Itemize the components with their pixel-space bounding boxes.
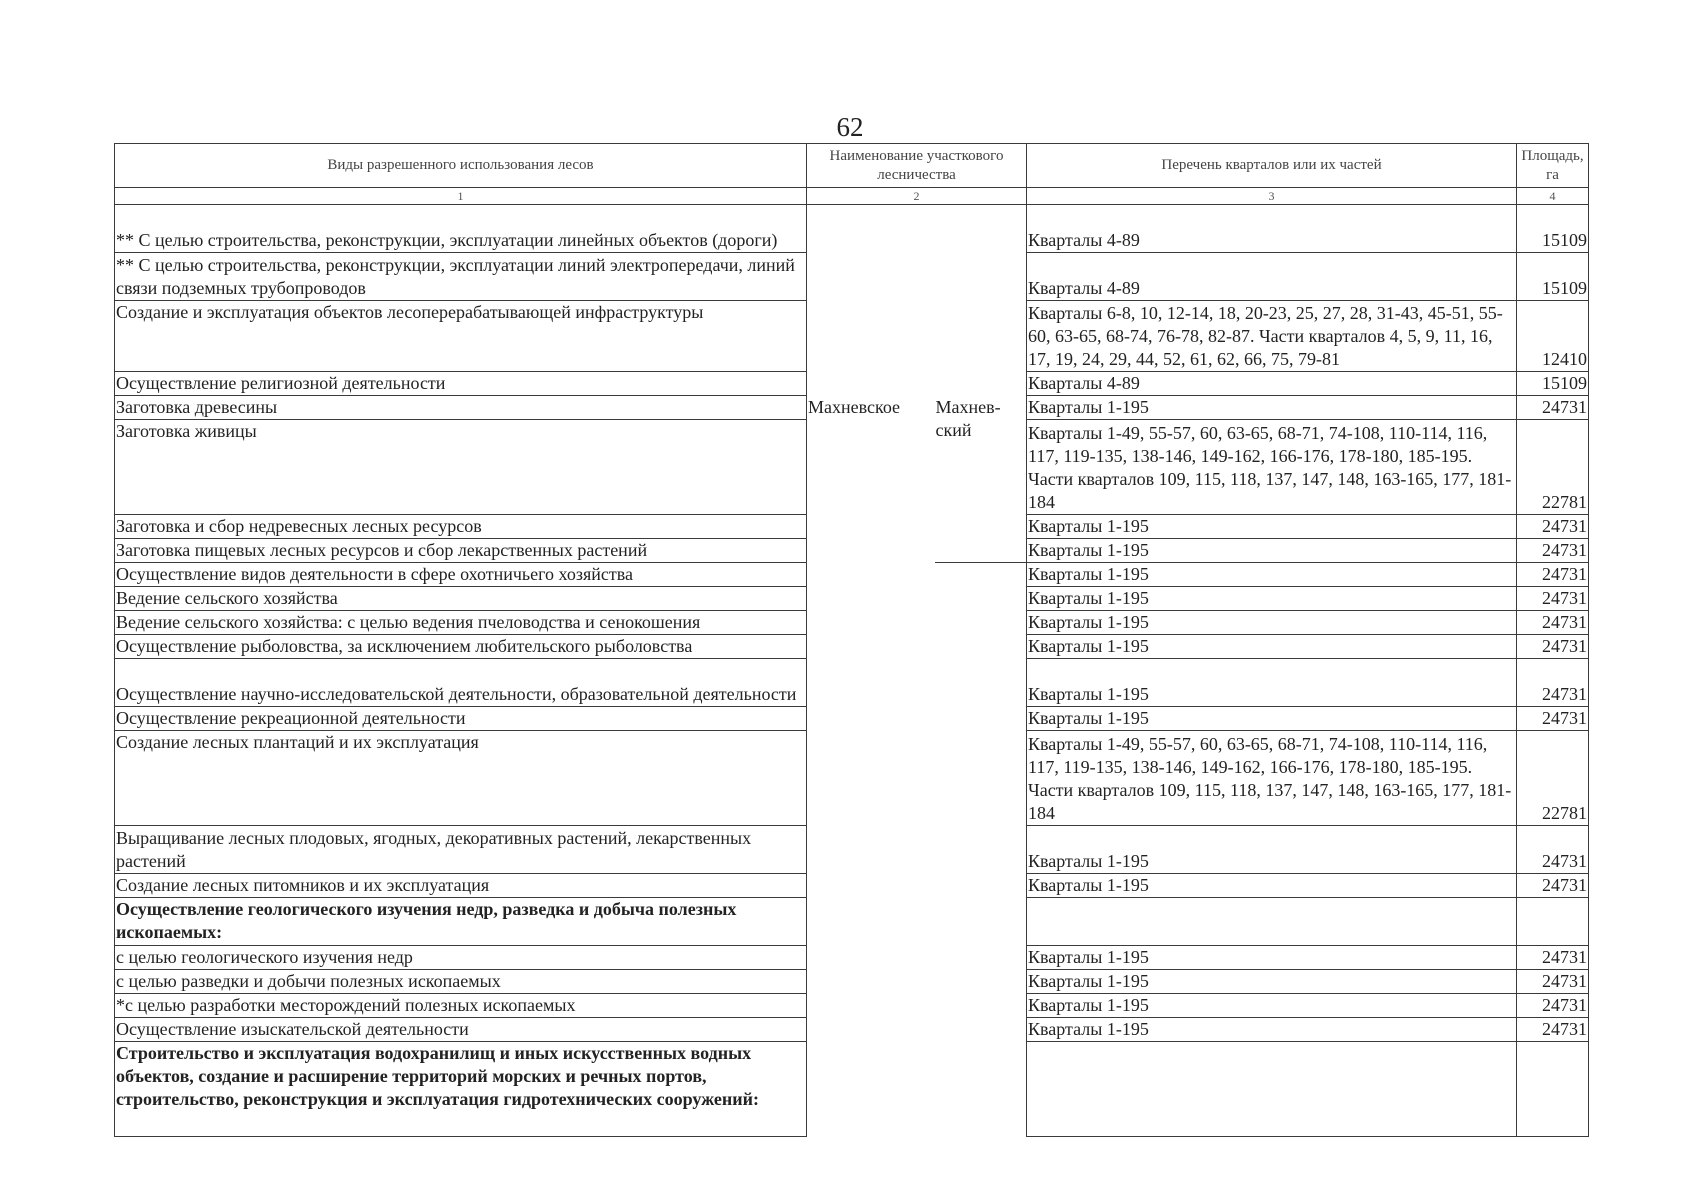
table-row [115, 253, 1589, 301]
activity-cell: с целью геологического изучения недр [115, 946, 807, 970]
table-row [115, 301, 1589, 372]
header-area: Площадь, га [1517, 144, 1589, 188]
quarters-cell: Кварталы 1-195 [1027, 874, 1517, 898]
quarters-cell: Кварталы 1-195 [1027, 563, 1517, 587]
activity-cell: Создание и эксплуатация объектов лесоперерабатывающей инфраструктуры [115, 301, 807, 372]
activity-cell: Выращивание лесных плодовых, ягодных, декоративных растений, лекарственных растений [115, 826, 807, 874]
forestry-cell [935, 563, 1027, 1137]
forestry-cell [807, 707, 935, 731]
table-row [115, 826, 1589, 874]
area-cell: 24731 [1517, 659, 1589, 707]
quarters-cell: Кварталы 1-195 [1027, 946, 1517, 970]
quarters-cell: Кварталы 4-89 [1027, 253, 1517, 301]
activity-cell: Осуществление изыскательской деятельности [115, 1018, 807, 1042]
area-cell: 24731 [1517, 539, 1589, 563]
area-cell: 24731 [1517, 611, 1589, 635]
table-row [115, 946, 1589, 970]
quarters-cell: Кварталы 4-89 [1027, 205, 1517, 253]
forestry-cell [807, 372, 935, 396]
area-cell: 24731 [1517, 587, 1589, 611]
quarters-cell: Кварталы 1-195 [1027, 707, 1517, 731]
activity-cell: Осуществление рекреационной деятельности [115, 707, 807, 731]
activity-cell: Создание лесных плантаций и их эксплуатация [115, 731, 807, 826]
column-number-row [115, 188, 1589, 205]
forestry-cell [807, 563, 935, 587]
header-quarters: Перечень кварталов или их частей [1027, 144, 1517, 188]
quarters-cell: Кварталы 1-195 [1027, 970, 1517, 994]
quarters-cell: Кварталы 1-195 [1027, 611, 1517, 635]
area-cell: 12410 [1517, 301, 1589, 372]
table-row [115, 874, 1589, 898]
header-forestry: Наименование участкового лесничества [807, 144, 1027, 188]
forestry-cell [807, 731, 935, 826]
area-cell: 22781 [1517, 731, 1589, 826]
header-activity: Виды разрешенного использования лесов [115, 144, 807, 188]
quarters-cell [1027, 898, 1517, 946]
quarters-cell: Кварталы 1-195 [1027, 396, 1517, 420]
quarters-cell: Кварталы 4-89 [1027, 372, 1517, 396]
table-row [115, 731, 1589, 826]
forestry-unit-cell [935, 205, 1027, 563]
column-number: 4 [1517, 188, 1589, 205]
forestry-cell [807, 587, 935, 611]
forestry-cell [807, 301, 935, 372]
activity-cell: Ведение сельского хозяйства: с целью ведения пчеловодства и сенокошения [115, 611, 807, 635]
area-cell: 15109 [1517, 372, 1589, 396]
quarters-cell: Кварталы 1-195 [1027, 994, 1517, 1018]
table-row [115, 635, 1589, 659]
activity-cell: Заготовка пищевых лесных ресурсов и сбор лекарственных растений [115, 539, 807, 563]
area-cell: 15109 [1517, 253, 1589, 301]
area-cell: 24731 [1517, 515, 1589, 539]
quarters-cell: Кварталы 1-195 [1027, 539, 1517, 563]
area-cell: 24731 [1517, 874, 1589, 898]
forestry-cell [807, 539, 935, 563]
activity-cell: Осуществление геологического изучения недр, разведка и добыча полезных ископаемых: [115, 898, 807, 946]
area-cell: 24731 [1517, 1018, 1589, 1042]
column-number: 2 [807, 188, 1027, 205]
area-cell: 15109 [1517, 205, 1589, 253]
activity-cell: Заготовка живицы [115, 420, 807, 515]
forestry-cell [807, 994, 935, 1018]
column-number: 1 [115, 188, 807, 205]
forestry-cell [807, 611, 935, 635]
activity-cell: Заготовка древесины [115, 396, 807, 420]
forestry-cell [807, 826, 935, 874]
forestry-cell [807, 205, 935, 253]
forestry-cell [807, 659, 935, 707]
forestry-cell [807, 970, 935, 994]
activity-cell: Осуществление научно-исследовательской деятельности, образовательной деятельности [115, 659, 807, 707]
activity-cell: ** С целью строительства, реконструкции, эксплуатации линий электропередачи, линий связи подземных трубопроводов [115, 253, 807, 301]
activity-cell: *с целью разработки месторождений полезных ископаемых [115, 994, 807, 1018]
table-row [115, 970, 1589, 994]
quarters-cell: Кварталы 1-49, 55-57, 60, 63-65, 68-71, 74-108, 110-114, 116, 117, 119-135, 138-146, 149-162, 166-176, 178-180, 185-195. Части кварталов 109, 115, 118, 137, 147, 148, 163-165, 177, 181-184 [1027, 420, 1517, 515]
area-cell: 24731 [1517, 707, 1589, 731]
table-row [115, 1018, 1589, 1042]
forestry-cell [807, 1018, 935, 1042]
area-cell: 24731 [1517, 635, 1589, 659]
activity-cell: Осуществление религиозной деятельности [115, 372, 807, 396]
activity-cell: с целью разведки и добычи полезных ископаемых [115, 970, 807, 994]
forestry-cell [807, 420, 935, 515]
table-row [115, 205, 1589, 253]
activity-cell: Создание лесных питомников и их эксплуатация [115, 874, 807, 898]
quarters-cell [1027, 1042, 1517, 1137]
forestry-cell [807, 1042, 935, 1137]
table-row [115, 563, 1589, 587]
area-cell [1517, 1042, 1589, 1137]
activity-cell: Осуществление рыболовства, за исключением любительского рыболовства [115, 635, 807, 659]
header-row [115, 144, 1589, 188]
area-cell: 24731 [1517, 994, 1589, 1018]
forestry-cell [807, 253, 935, 301]
area-cell [1517, 898, 1589, 946]
area-cell: 22781 [1517, 420, 1589, 515]
activity-cell: Осуществление видов деятельности в сфере охотничьего хозяйства [115, 563, 807, 587]
quarters-cell: Кварталы 6-8, 10, 12-14, 18, 20-23, 25, 27, 28, 31-43, 45-51, 55-60, 63-65, 68-74, 76-78, 82-87. Части кварталов 4, 5, 9, 11, 16, 17, 19, 24, 29, 44, 52, 61, 62, 66, 75, 79-81 [1027, 301, 1517, 372]
forestry-unit-label: Махнев-ский [935, 397, 1001, 440]
table-row [115, 372, 1589, 396]
forestry-cell [807, 635, 935, 659]
table-row [115, 898, 1589, 946]
table-row [115, 539, 1589, 563]
area-cell: 24731 [1517, 396, 1589, 420]
activity-cell: Ведение сельского хозяйства [115, 587, 807, 611]
quarters-cell: Кварталы 1-195 [1027, 659, 1517, 707]
activity-cell: ** С целью строительства, реконструкции, эксплуатации линейных объектов (дороги) [115, 205, 807, 253]
table-row [115, 515, 1589, 539]
table-row [115, 994, 1589, 1018]
quarters-cell: Кварталы 1-195 [1027, 587, 1517, 611]
column-number: 3 [1027, 188, 1517, 205]
page-number: 62 [836, 112, 864, 142]
quarters-cell: Кварталы 1-195 [1027, 1018, 1517, 1042]
forest-use-table [114, 143, 1589, 1137]
forestry-cell [807, 874, 935, 898]
activity-cell: Заготовка и сбор недревесных лесных ресурсов [115, 515, 807, 539]
quarters-cell: Кварталы 1-195 [1027, 515, 1517, 539]
area-cell: 24731 [1517, 946, 1589, 970]
forestry-cell [807, 946, 935, 970]
table-row [115, 707, 1589, 731]
forestry-name-cell: Махневское [807, 396, 935, 420]
quarters-cell: Кварталы 1-49, 55-57, 60, 63-65, 68-71, 74-108, 110-114, 116, 117, 119-135, 138-146, 149-162, 166-176, 178-180, 185-195. Части кварталов 109, 115, 118, 137, 147, 148, 163-165, 177, 181-184 [1027, 731, 1517, 826]
area-cell: 24731 [1517, 970, 1589, 994]
quarters-cell: Кварталы 1-195 [1027, 826, 1517, 874]
activity-cell: Строительство и эксплуатация водохранилищ и иных искусственных водных объектов, создание и расширение территорий морских и речных портов, строительство, реконструкция и эксплуатация гидротехнических сооружений: [115, 1042, 807, 1137]
table-row [115, 587, 1589, 611]
area-cell: 24731 [1517, 563, 1589, 587]
table-row [115, 611, 1589, 635]
forestry-cell [807, 515, 935, 539]
area-cell: 24731 [1517, 826, 1589, 874]
table-row [115, 659, 1589, 707]
quarters-cell: Кварталы 1-195 [1027, 635, 1517, 659]
forestry-cell [807, 898, 935, 946]
table-row [115, 1042, 1589, 1137]
table-row [115, 396, 1589, 420]
table-row [115, 420, 1589, 515]
